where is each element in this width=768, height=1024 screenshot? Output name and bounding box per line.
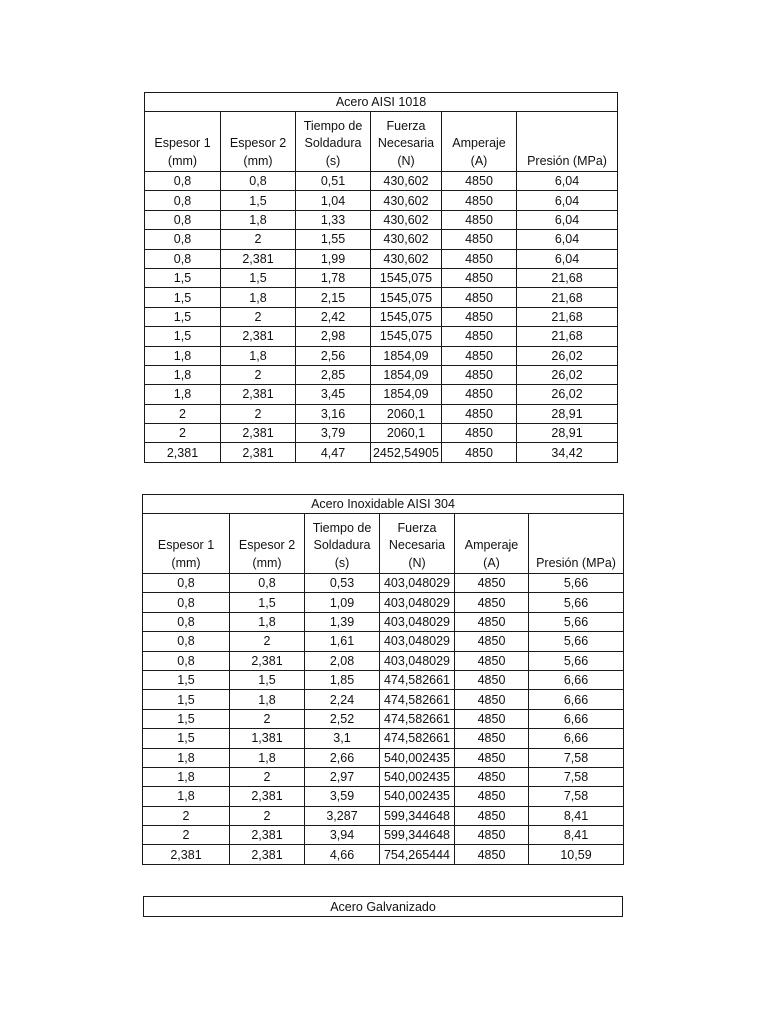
fuerza-cell: 1854,09 bbox=[371, 365, 442, 384]
table-row bbox=[143, 632, 624, 651]
espesor1-cell: 0,8 bbox=[145, 172, 221, 191]
espesor1-cell: 2 bbox=[145, 404, 221, 423]
fuerza-cell: 430,602 bbox=[371, 172, 442, 191]
presion-cell: 6,66 bbox=[529, 729, 624, 748]
tiempo-cell: 4,66 bbox=[305, 845, 380, 864]
tiempo-cell: 1,99 bbox=[296, 249, 371, 268]
tiempo-cell: 0,51 bbox=[296, 172, 371, 191]
fuerza-cell: 474,582661 bbox=[380, 709, 455, 728]
presion-cell: 26,02 bbox=[517, 385, 618, 404]
fuerza-cell: 430,602 bbox=[371, 249, 442, 268]
tiempo-cell: 3,79 bbox=[296, 424, 371, 443]
fuerza-cell: 1545,075 bbox=[371, 288, 442, 307]
table-row bbox=[143, 709, 624, 728]
presion-cell: 5,66 bbox=[529, 632, 624, 651]
fuerza-cell: 403,048029 bbox=[380, 612, 455, 631]
presion-cell: 5,66 bbox=[529, 651, 624, 670]
fuerza-cell: 430,602 bbox=[371, 191, 442, 210]
espesor1-cell: 2 bbox=[143, 826, 230, 845]
fuerza-cell: 540,002435 bbox=[380, 748, 455, 767]
fuerza-cell: 1545,075 bbox=[371, 268, 442, 287]
presion-cell: 8,41 bbox=[529, 806, 624, 825]
espesor2-cell: 1,8 bbox=[230, 690, 305, 709]
presion-cell: 7,58 bbox=[529, 767, 624, 786]
tiempo-cell: 2,15 bbox=[296, 288, 371, 307]
presion-cell: 21,68 bbox=[517, 327, 618, 346]
amperaje-cell: 4850 bbox=[442, 327, 517, 346]
fuerza-cell: 2060,1 bbox=[371, 404, 442, 423]
presion-cell: 6,04 bbox=[517, 191, 618, 210]
espesor1-cell: 1,8 bbox=[145, 385, 221, 404]
espesor1-cell: 1,8 bbox=[143, 787, 230, 806]
tiempo-cell: 2,98 bbox=[296, 327, 371, 346]
espesor2-cell: 1,381 bbox=[230, 729, 305, 748]
espesor2-cell: 1,5 bbox=[230, 593, 305, 612]
presion-cell: 28,91 bbox=[517, 424, 618, 443]
table-row bbox=[143, 729, 624, 748]
espesor1-cell: 0,8 bbox=[145, 230, 221, 249]
espesor2-cell: 2,381 bbox=[230, 787, 305, 806]
table-row bbox=[145, 288, 618, 307]
espesor1-cell: 0,8 bbox=[145, 191, 221, 210]
fuerza-cell: 430,602 bbox=[371, 210, 442, 229]
fuerza-cell: 599,344648 bbox=[380, 806, 455, 825]
espesor1-cell: 1,5 bbox=[143, 729, 230, 748]
tiempo-cell: 3,1 bbox=[305, 729, 380, 748]
tiempo-cell: 1,09 bbox=[305, 593, 380, 612]
header-tiempo: Tiempo de Soldadura (s) bbox=[296, 112, 371, 172]
table-row bbox=[145, 249, 618, 268]
espesor2-cell: 1,8 bbox=[221, 346, 296, 365]
amperaje-cell: 4850 bbox=[455, 767, 529, 786]
amperaje-cell: 4850 bbox=[455, 806, 529, 825]
tiempo-cell: 1,61 bbox=[305, 632, 380, 651]
header-presion: Presión (MPa) bbox=[517, 112, 618, 172]
espesor2-cell: 1,8 bbox=[230, 612, 305, 631]
amperaje-cell: 4850 bbox=[442, 307, 517, 326]
header-fuerza: Fuerza Necesaria (N) bbox=[371, 112, 442, 172]
table-acero-aisi-1018 bbox=[144, 92, 618, 463]
amperaje-cell: 4850 bbox=[442, 191, 517, 210]
table-row bbox=[145, 191, 618, 210]
table-row bbox=[143, 651, 624, 670]
espesor2-cell: 1,8 bbox=[230, 748, 305, 767]
presion-cell: 7,58 bbox=[529, 748, 624, 767]
table-title: Acero Galvanizado bbox=[144, 897, 623, 917]
espesor2-cell: 2 bbox=[230, 806, 305, 825]
espesor2-cell: 0,8 bbox=[221, 172, 296, 191]
header-row bbox=[145, 112, 618, 172]
presion-cell: 21,68 bbox=[517, 288, 618, 307]
presion-cell: 5,66 bbox=[529, 593, 624, 612]
amperaje-cell: 4850 bbox=[455, 690, 529, 709]
espesor2-cell: 2 bbox=[230, 632, 305, 651]
table-row bbox=[145, 307, 618, 326]
header-amperaje: Amperaje (A) bbox=[442, 112, 517, 172]
fuerza-cell: 1854,09 bbox=[371, 385, 442, 404]
espesor1-cell: 1,5 bbox=[145, 327, 221, 346]
tiempo-cell: 2,42 bbox=[296, 307, 371, 326]
table-row bbox=[145, 210, 618, 229]
fuerza-cell: 599,344648 bbox=[380, 826, 455, 845]
fuerza-cell: 474,582661 bbox=[380, 729, 455, 748]
presion-cell: 21,68 bbox=[517, 307, 618, 326]
amperaje-cell: 4850 bbox=[442, 210, 517, 229]
presion-cell: 6,04 bbox=[517, 210, 618, 229]
header-presion: Presión (MPa) bbox=[529, 514, 624, 574]
espesor2-cell: 2,381 bbox=[221, 249, 296, 268]
espesor1-cell: 0,8 bbox=[143, 632, 230, 651]
tiempo-cell: 3,94 bbox=[305, 826, 380, 845]
table-row bbox=[145, 443, 618, 462]
presion-cell: 26,02 bbox=[517, 346, 618, 365]
presion-cell: 8,41 bbox=[529, 826, 624, 845]
amperaje-cell: 4850 bbox=[455, 612, 529, 631]
table-row bbox=[145, 424, 618, 443]
header-tiempo: Tiempo de Soldadura (s) bbox=[305, 514, 380, 574]
presion-cell: 7,58 bbox=[529, 787, 624, 806]
espesor2-cell: 2,381 bbox=[221, 385, 296, 404]
tiempo-cell: 1,33 bbox=[296, 210, 371, 229]
fuerza-cell: 403,048029 bbox=[380, 593, 455, 612]
fuerza-cell: 403,048029 bbox=[380, 651, 455, 670]
fuerza-cell: 2452,54905 bbox=[371, 443, 442, 462]
amperaje-cell: 4850 bbox=[442, 365, 517, 384]
espesor1-cell: 2 bbox=[143, 806, 230, 825]
tiempo-cell: 3,45 bbox=[296, 385, 371, 404]
amperaje-cell: 4850 bbox=[442, 385, 517, 404]
table-row bbox=[143, 748, 624, 767]
table-row bbox=[145, 385, 618, 404]
espesor2-cell: 1,8 bbox=[221, 210, 296, 229]
amperaje-cell: 4850 bbox=[455, 651, 529, 670]
tiempo-cell: 1,39 bbox=[305, 612, 380, 631]
fuerza-cell: 430,602 bbox=[371, 230, 442, 249]
tiempo-cell: 2,97 bbox=[305, 767, 380, 786]
tiempo-cell: 2,08 bbox=[305, 651, 380, 670]
amperaje-cell: 4850 bbox=[455, 593, 529, 612]
table-row bbox=[145, 404, 618, 423]
espesor2-cell: 2 bbox=[230, 709, 305, 728]
tiempo-cell: 2,66 bbox=[305, 748, 380, 767]
table-row bbox=[143, 612, 624, 631]
espesor1-cell: 1,5 bbox=[143, 690, 230, 709]
header-espesor2: Espesor 2 (mm) bbox=[221, 112, 296, 172]
espesor2-cell: 1,5 bbox=[230, 670, 305, 689]
fuerza-cell: 540,002435 bbox=[380, 787, 455, 806]
table-row bbox=[145, 230, 618, 249]
tiempo-cell: 3,287 bbox=[305, 806, 380, 825]
espesor1-cell: 1,8 bbox=[145, 365, 221, 384]
espesor1-cell: 0,8 bbox=[143, 612, 230, 631]
espesor2-cell: 0,8 bbox=[230, 574, 305, 593]
amperaje-cell: 4850 bbox=[455, 845, 529, 864]
table-body bbox=[145, 172, 618, 463]
tiempo-cell: 3,16 bbox=[296, 404, 371, 423]
fuerza-cell: 474,582661 bbox=[380, 670, 455, 689]
espesor1-cell: 0,8 bbox=[145, 249, 221, 268]
table-row bbox=[143, 767, 624, 786]
tiempo-cell: 1,55 bbox=[296, 230, 371, 249]
table-row bbox=[145, 268, 618, 287]
header-espesor2: Espesor 2 (mm) bbox=[230, 514, 305, 574]
amperaje-cell: 4850 bbox=[442, 443, 517, 462]
table-acero-galvanizado bbox=[143, 896, 623, 917]
espesor2-cell: 2 bbox=[221, 307, 296, 326]
presion-cell: 5,66 bbox=[529, 612, 624, 631]
amperaje-cell: 4850 bbox=[442, 404, 517, 423]
espesor2-cell: 2,381 bbox=[221, 424, 296, 443]
presion-cell: 6,04 bbox=[517, 249, 618, 268]
espesor2-cell: 2 bbox=[221, 404, 296, 423]
fuerza-cell: 754,265444 bbox=[380, 845, 455, 864]
amperaje-cell: 4850 bbox=[455, 787, 529, 806]
tiempo-cell: 0,53 bbox=[305, 574, 380, 593]
presion-cell: 6,66 bbox=[529, 690, 624, 709]
amperaje-cell: 4850 bbox=[442, 230, 517, 249]
table-title: Acero Inoxidable AISI 304 bbox=[143, 495, 624, 514]
presion-cell: 6,04 bbox=[517, 172, 618, 191]
fuerza-cell: 403,048029 bbox=[380, 574, 455, 593]
tiempo-cell: 1,04 bbox=[296, 191, 371, 210]
amperaje-cell: 4850 bbox=[442, 424, 517, 443]
table-row bbox=[143, 593, 624, 612]
espesor2-cell: 2 bbox=[221, 230, 296, 249]
presion-cell: 10,59 bbox=[529, 845, 624, 864]
table-row bbox=[143, 787, 624, 806]
espesor1-cell: 2,381 bbox=[145, 443, 221, 462]
espesor1-cell: 1,8 bbox=[145, 346, 221, 365]
presion-cell: 28,91 bbox=[517, 404, 618, 423]
amperaje-cell: 4850 bbox=[442, 172, 517, 191]
table-row bbox=[145, 365, 618, 384]
presion-cell: 6,66 bbox=[529, 670, 624, 689]
fuerza-cell: 1545,075 bbox=[371, 307, 442, 326]
amperaje-cell: 4850 bbox=[442, 249, 517, 268]
fuerza-cell: 474,582661 bbox=[380, 690, 455, 709]
header-amperaje: Amperaje (A) bbox=[455, 514, 529, 574]
amperaje-cell: 4850 bbox=[442, 268, 517, 287]
tiempo-cell: 4,47 bbox=[296, 443, 371, 462]
fuerza-cell: 403,048029 bbox=[380, 632, 455, 651]
tiempo-cell: 1,78 bbox=[296, 268, 371, 287]
espesor2-cell: 1,5 bbox=[221, 268, 296, 287]
amperaje-cell: 4850 bbox=[455, 729, 529, 748]
tiempo-cell: 1,85 bbox=[305, 670, 380, 689]
espesor2-cell: 2,381 bbox=[221, 443, 296, 462]
table-acero-inoxidable-aisi-304 bbox=[142, 494, 624, 865]
amperaje-cell: 4850 bbox=[442, 288, 517, 307]
espesor2-cell: 2,381 bbox=[230, 651, 305, 670]
espesor2-cell: 2 bbox=[221, 365, 296, 384]
table-title: Acero AISI 1018 bbox=[145, 93, 618, 112]
header-fuerza: Fuerza Necesaria (N) bbox=[380, 514, 455, 574]
amperaje-cell: 4850 bbox=[442, 346, 517, 365]
amperaje-cell: 4850 bbox=[455, 632, 529, 651]
espesor1-cell: 1,8 bbox=[143, 748, 230, 767]
amperaje-cell: 4850 bbox=[455, 574, 529, 593]
fuerza-cell: 1854,09 bbox=[371, 346, 442, 365]
tiempo-cell: 2,56 bbox=[296, 346, 371, 365]
espesor2-cell: 2,381 bbox=[230, 845, 305, 864]
amperaje-cell: 4850 bbox=[455, 826, 529, 845]
fuerza-cell: 540,002435 bbox=[380, 767, 455, 786]
presion-cell: 6,66 bbox=[529, 709, 624, 728]
espesor1-cell: 1,5 bbox=[143, 709, 230, 728]
tiempo-cell: 2,85 bbox=[296, 365, 371, 384]
espesor1-cell: 2,381 bbox=[143, 845, 230, 864]
table-row bbox=[145, 172, 618, 191]
fuerza-cell: 2060,1 bbox=[371, 424, 442, 443]
espesor2-cell: 2,381 bbox=[221, 327, 296, 346]
espesor1-cell: 1,5 bbox=[145, 268, 221, 287]
header-row bbox=[143, 514, 624, 574]
presion-cell: 5,66 bbox=[529, 574, 624, 593]
tiempo-cell: 2,24 bbox=[305, 690, 380, 709]
fuerza-cell: 1545,075 bbox=[371, 327, 442, 346]
table-row bbox=[143, 845, 624, 864]
espesor1-cell: 1,5 bbox=[143, 670, 230, 689]
header-espesor1: Espesor 1 (mm) bbox=[143, 514, 230, 574]
presion-cell: 26,02 bbox=[517, 365, 618, 384]
presion-cell: 34,42 bbox=[517, 443, 618, 462]
amperaje-cell: 4850 bbox=[455, 670, 529, 689]
espesor1-cell: 0,8 bbox=[143, 593, 230, 612]
amperaje-cell: 4850 bbox=[455, 748, 529, 767]
amperaje-cell: 4850 bbox=[455, 709, 529, 728]
espesor1-cell: 1,5 bbox=[145, 307, 221, 326]
espesor2-cell: 2,381 bbox=[230, 826, 305, 845]
espesor1-cell: 0,8 bbox=[143, 574, 230, 593]
table-row bbox=[143, 826, 624, 845]
espesor2-cell: 1,5 bbox=[221, 191, 296, 210]
table-row bbox=[143, 806, 624, 825]
tiempo-cell: 2,52 bbox=[305, 709, 380, 728]
table-row bbox=[143, 574, 624, 593]
espesor1-cell: 2 bbox=[145, 424, 221, 443]
espesor2-cell: 1,8 bbox=[221, 288, 296, 307]
table-body bbox=[143, 574, 624, 865]
presion-cell: 6,04 bbox=[517, 230, 618, 249]
espesor1-cell: 1,5 bbox=[145, 288, 221, 307]
espesor1-cell: 0,8 bbox=[143, 651, 230, 670]
presion-cell: 21,68 bbox=[517, 268, 618, 287]
table-row bbox=[145, 346, 618, 365]
table-row bbox=[145, 327, 618, 346]
espesor2-cell: 2 bbox=[230, 767, 305, 786]
table-row bbox=[143, 690, 624, 709]
espesor1-cell: 0,8 bbox=[145, 210, 221, 229]
header-espesor1: Espesor 1 (mm) bbox=[145, 112, 221, 172]
tiempo-cell: 3,59 bbox=[305, 787, 380, 806]
espesor1-cell: 1,8 bbox=[143, 767, 230, 786]
table-row bbox=[143, 670, 624, 689]
